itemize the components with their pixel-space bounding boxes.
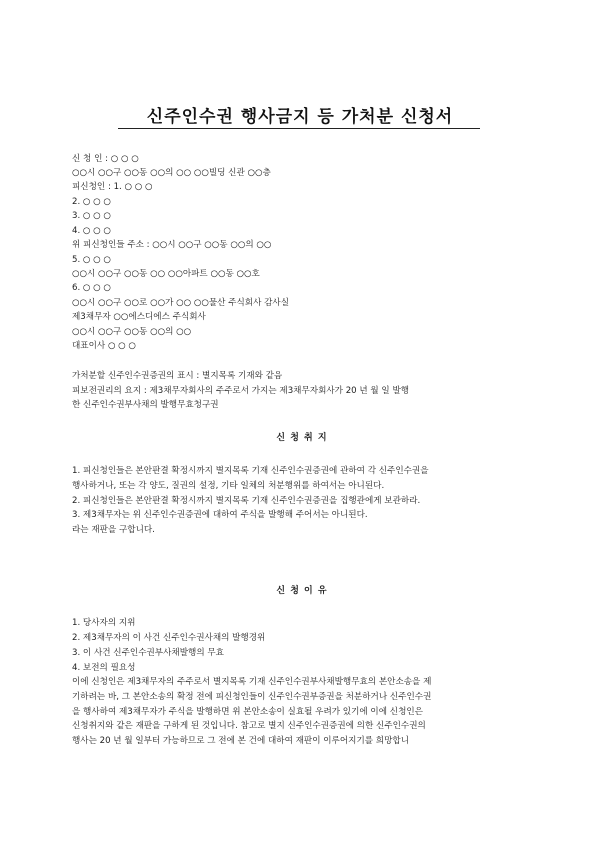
claim-line: 가처분할 신주인수권증권의 표시 : 별지목록 기재와 같음 [72,371,283,381]
party-line: ○○시 ○○구 ○○동 ○○의 ○○ ○○빌딩 신관 ○○층 [72,168,271,178]
party-line: 제3채무자 ○○에스디에스 주식회사 [72,312,206,322]
party-line: ○○시 ○○구 ○○로 ○○가 ○○ ○○물산 주식회사 감사실 [72,298,290,308]
reason-line: 행사는 20 년 월 일부터 가능하므로 그 전에 본 건에 대하여 재판이 이루어지기를 희망합니 [72,736,410,746]
purpose-line: 1. 피신청인들은 본안판결 확정시까지 별지목록 기재 신주인수권증권에 관하여 각 신주인수권을 [72,466,429,476]
reason-line: 1. 당사자의 지위 [72,618,136,628]
purpose-line: 2. 피신청인들은 본안판결 확정시까지 별지목록 기재 신주인수권증권을 집행관에게 보관하라. [72,496,421,506]
purpose-line: 라는 재판을 구합니다. [72,525,155,535]
party-line: 4. ○ ○ ○ [72,226,111,236]
party-line: 신 청 인 : ○ ○ ○ [72,154,139,164]
reason-line: 을 행사하여 제3채무자가 주식을 발행하면 위 본안소송이 실효될 우려가 있기에 이에 신청인은 [72,707,423,717]
party-line: 대표이사 ○ ○ ○ [72,341,136,351]
party-line: 3. ○ ○ ○ [72,211,111,221]
purpose-heading: 신 청 취 지 [276,433,328,443]
claim-line: 피보전권리의 요지 : 제3채무자회사의 주주로서 가지는 제3채무자회사가 20 년 월 일 발행 [72,386,410,396]
reason-line: 3. 이 사건 신주인수권부사채발행의 무효 [72,648,224,658]
reason-line: 신청취지와 같은 재판을 구하게 된 것입니다. 참고로 별지 신주인수권증권에 의한 신주인수권의 [72,721,426,731]
party-line: 위 피신청인들 주소 : ○○시 ○○구 ○○동 ○○의 ○○ [72,240,272,250]
party-line: 피신청인 : 1. ○ ○ ○ [72,182,153,192]
purpose-line: 행사하거나, 또는 각 양도, 질권의 설정, 기타 일체의 처분행위를 하여서는 아니된다. [72,481,385,491]
reason-line: 2. 제3채무자의 이 사건 신주인수권사채의 발행경위 [72,633,266,643]
party-line: 6. ○ ○ ○ [72,283,111,293]
reason-heading: 신 청 이 유 [276,586,328,596]
document-title: 신주인수권 행사금지 등 가처분 신청서 [146,107,454,127]
reason-line: 기하려는 바, 그 본안소송의 확정 전에 피신청인들이 신주인수권부증권을 처분하거나 신주인수권 [72,692,432,702]
party-line: ○○시 ○○구 ○○동 ○○ ○○아파트 ○○동 ○○호 [72,269,260,279]
reason-line: 4. 보전의 필요성 [72,663,136,673]
party-line: 5. ○ ○ ○ [72,255,111,265]
purpose-line: 3. 제3채무자는 위 신주인수권증권에 대하여 주식을 발행해 주어서는 아니된다. [72,510,368,520]
title-underline [118,128,480,129]
party-line: 2. ○ ○ ○ [72,197,111,207]
reason-line: 이에 신청인은 제3채무자의 주주로서 별지목록 기재 신주인수권부사채발행무효의 본안소송을 제 [72,677,432,687]
claim-line: 한 신주인수권부사채의 발행무효청구권 [72,400,219,410]
party-line: ○○시 ○○구 ○○동 ○○의 ○○ [72,327,192,337]
